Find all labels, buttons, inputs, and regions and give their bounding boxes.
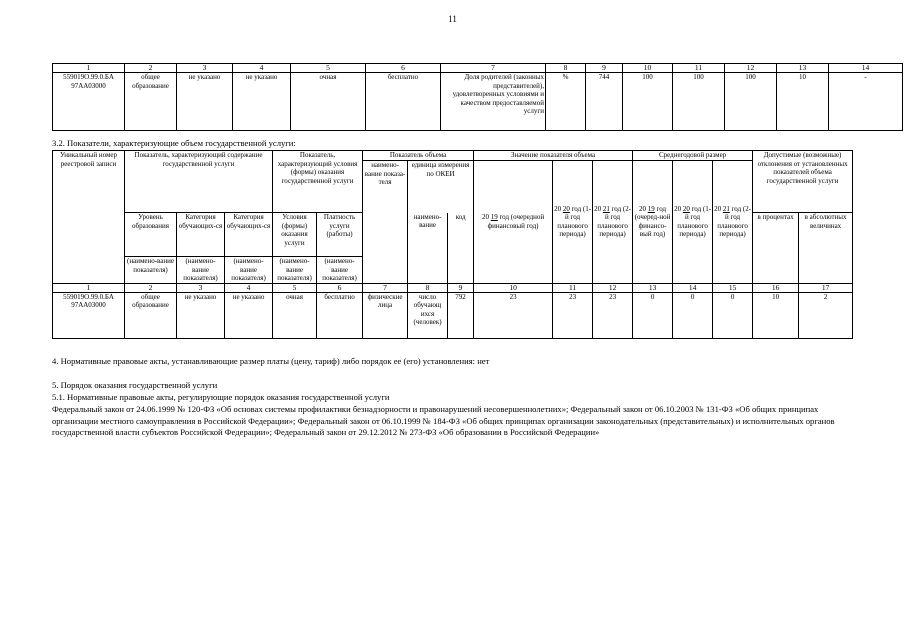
header-deviation: Допустимые (возможные) отклонения от установленных показателей объема государственной услуги xyxy=(753,151,853,213)
header-fee-year-3: 20 21 год (2-й год планового периода) xyxy=(713,161,753,284)
col-number: 8 xyxy=(546,64,586,73)
header-deviation-percent: в процентах xyxy=(753,213,799,284)
service-form: очная xyxy=(291,73,366,131)
education-level: общее образование xyxy=(125,292,177,338)
sub-indicator-name: (наимено-вание показателя) xyxy=(177,257,225,284)
col-number: 3 xyxy=(177,64,233,73)
indicator-name: Доля родителей (законных представителей), удовлетворенных условиями и качеством предоставляемой услуги xyxy=(441,73,546,131)
col-number: 13 xyxy=(633,283,673,292)
col-number: 6 xyxy=(366,64,441,73)
registry-number: 559019О.99.0.БА 97АА03000 xyxy=(53,292,125,338)
col-number: 2 xyxy=(125,64,177,73)
header-volume-value: Значение показателя объема xyxy=(474,151,633,161)
col-number: 6 xyxy=(317,283,363,292)
section-4-text: 4. Нормативные правовые акты, устанавливающие размер платы (цену, тариф) либо порядок ее (его) установления: нет xyxy=(52,356,490,366)
header-fee-year-2: 20 20 год (1-й год планового периода) xyxy=(673,161,713,284)
col-number: 12 xyxy=(593,283,633,292)
section-5-heading: 5. Порядок оказания государственной услуги xyxy=(52,380,218,390)
col-number: 10 xyxy=(474,283,553,292)
unit-code: 792 xyxy=(448,292,474,338)
unit-code: 744 xyxy=(586,73,623,131)
col-number: 2 xyxy=(125,283,177,292)
header-year-1: 20 19 год (очередной финансовый год) xyxy=(474,161,553,284)
volume-indicators-table xyxy=(52,150,853,339)
col-number: 10 xyxy=(623,64,673,73)
service-payment: бесплатно xyxy=(366,73,441,131)
value-year-3: 100 xyxy=(725,73,777,131)
col-number: 4 xyxy=(233,64,291,73)
value-year-1: 100 xyxy=(623,73,673,131)
col-number: 8 xyxy=(408,283,448,292)
col-number: 1 xyxy=(53,283,125,292)
header-volume-indicator: Показатель объема xyxy=(363,151,474,161)
table-row xyxy=(53,73,903,131)
sub-indicator-name: (наимено-вание показателя) xyxy=(125,257,177,284)
col-number: 14 xyxy=(829,64,903,73)
fee-year-2: 0 xyxy=(673,292,713,338)
header-fee-year-1: 20 19 год (очеред-ной финансо-вый год) xyxy=(633,161,673,284)
header-conditions-indicator: Показатель, характеризующий условия (формы) оказания государственной услуги xyxy=(273,151,363,213)
fee-year-1: 0 xyxy=(633,292,673,338)
sub-indicator-name: (наимено-вание показателя) xyxy=(273,257,317,284)
header-unit-name: наимено-вание xyxy=(408,213,448,284)
header-okei-unit: единица измерения по ОКЕИ xyxy=(408,161,474,213)
col-number: 5 xyxy=(273,283,317,292)
header-average-fee: Среднегодовой размер xyxy=(633,151,753,161)
value-year-3: 23 xyxy=(593,292,633,338)
section-3-2-heading: 3.2. Показатели, характеризующие объем государственной услуги: xyxy=(52,138,296,148)
col-number: 5 xyxy=(291,64,366,73)
col-number: 14 xyxy=(673,283,713,292)
col-number: 9 xyxy=(448,283,474,292)
education-level: общее образование xyxy=(125,73,177,131)
header-student-category: Категория обучающих-ся xyxy=(225,213,273,257)
student-category: не указано xyxy=(233,73,291,131)
service-payment: бесплатно xyxy=(317,292,363,338)
sub-indicator-name: (наимено-вание показателя) xyxy=(317,257,363,284)
col-number: 13 xyxy=(777,64,829,73)
service-form: очная xyxy=(273,292,317,338)
col-number: 9 xyxy=(586,64,623,73)
header-service-form: Условия (формы) оказания услуги xyxy=(273,213,317,257)
indicator-name: физические лица xyxy=(363,292,408,338)
header-unit-code: код xyxy=(448,213,474,284)
table-row xyxy=(53,292,853,338)
header-education-level: Уровень образования xyxy=(125,213,177,257)
section-5-1-laws: Федеральный закон от 24.06.1999 № 120-ФЗ «Об основах системы профилактики безнадзорности и правонарушений несовершеннолетних»; Федеральный закон от 06.10.2003 № 131-ФЗ «Об общих принципах организации местного самоуправления в Российской Федерации»; Федеральный закон от 06.10.1999 № 184-ФЗ «Об общих принципах организации законодательных (представительных) и исполнительных органов государственной власти субъектов Российской Федерации»; Федеральный закон от 29.12.2012 № 273-ФЗ «Об образовании в Российской Федерации» xyxy=(52,404,835,437)
col-number: 12 xyxy=(725,64,777,73)
deviation-percent: 10 xyxy=(777,73,829,131)
student-category: не указано xyxy=(225,292,273,338)
header-row-1 xyxy=(53,151,853,161)
student-category: не указано xyxy=(177,73,233,131)
col-number: 11 xyxy=(673,64,725,73)
header-year-3: 20 21 год (2-й год планового периода) xyxy=(593,161,633,284)
header-year-2: 20 20 год (1-й год планового периода) xyxy=(553,161,593,284)
deviation-absolute: 2 xyxy=(799,292,853,338)
value-year-2: 23 xyxy=(553,292,593,338)
section-5-1-heading: 5.1. Нормативные правовые акты, регулирующие порядок оказания государственной услуги xyxy=(52,392,390,402)
header-service-payment: Платность услуги (работы) xyxy=(317,213,363,257)
deviation-absolute: - xyxy=(829,73,903,131)
header-content-indicator: Показатель, характеризующий содержание государственной услуги xyxy=(125,151,273,213)
value-year-2: 100 xyxy=(673,73,725,131)
col-number: 4 xyxy=(225,283,273,292)
registry-number: 559019О.99.0.БА 97АА03000 xyxy=(53,73,125,131)
header-deviation-absolute: в абсолютных величинах xyxy=(799,213,853,284)
sub-indicator-name: (наимено-вание показателя) xyxy=(225,257,273,284)
col-number: 11 xyxy=(553,283,593,292)
col-number: 3 xyxy=(177,283,225,292)
col-number: 15 xyxy=(713,283,753,292)
header-unique-number: Уникальный номер реестровой записи xyxy=(53,151,125,284)
student-category: не указано xyxy=(177,292,225,338)
fee-year-3: 0 xyxy=(713,292,753,338)
col-number: 16 xyxy=(753,283,799,292)
value-year-1: 23 xyxy=(474,292,553,338)
col-number: 17 xyxy=(799,283,853,292)
unit-name: % xyxy=(546,73,586,131)
header-indicator-name: наимено-вание показа-теля xyxy=(363,161,408,284)
header-student-category: Категория обучающих-ся xyxy=(177,213,225,257)
quality-indicators-table xyxy=(52,63,903,131)
col-number: 7 xyxy=(363,283,408,292)
table-number-row xyxy=(53,283,853,292)
table-number-row xyxy=(53,64,903,73)
page-number: 11 xyxy=(448,14,457,24)
col-number: 7 xyxy=(441,64,546,73)
unit-name: число обучающ ихся (человек) xyxy=(408,292,448,338)
deviation-percent: 10 xyxy=(753,292,799,338)
col-number: 1 xyxy=(53,64,125,73)
